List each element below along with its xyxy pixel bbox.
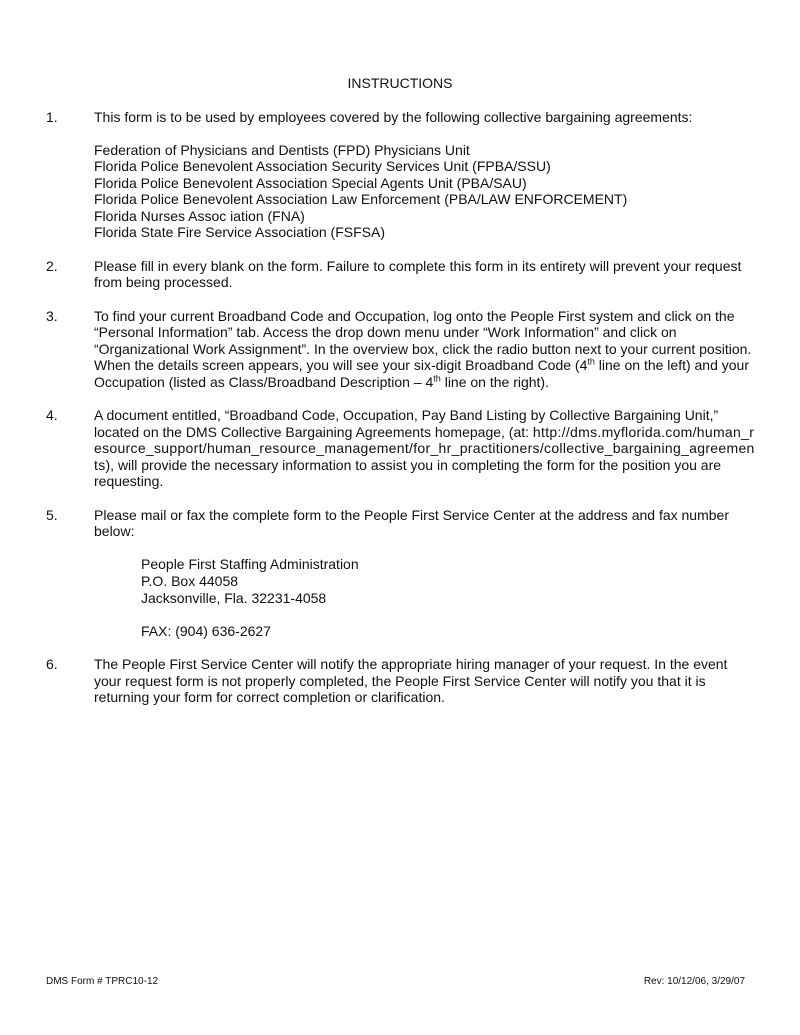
- bargaining-units-list: [94, 142, 758, 241]
- address-line: P.O. Box 44058: [141, 572, 239, 589]
- item-text: The People First Service Center will notify the appropriate hiring manager of your request. In the event your request form is not properly completed, the People First Service Center will notify you that it is returning your form for correct completion or clarification.: [94, 656, 728, 705]
- item-number: 1.: [46, 109, 58, 125]
- bargaining-unit: Florida Police Benevolent Association Special Agents Unit (PBA/SAU): [94, 174, 527, 191]
- ordinal-suffix: th: [587, 356, 595, 367]
- homepage-url[interactable]: http://dms.myflorida.com/human_resource_support/human_resource_management/for_hr_practitioners/collective_bargaining_agreements: [94, 423, 755, 473]
- instruction-item-5: [46, 507, 758, 640]
- bargaining-unit: Federation of Physicians and Dentists (FPD) Physicians Unit: [94, 141, 470, 158]
- bargaining-unit: Florida Police Benevolent Association Law Enforcement (PBA/LAW ENFORCEMENT): [94, 191, 628, 207]
- item-text: [94, 407, 758, 490]
- bargaining-unit: Florida Police Benevolent Association Security Services Unit (FPBA/SSU): [94, 158, 551, 174]
- address-line: People First Staffing Administration: [141, 555, 359, 572]
- bargaining-unit: Florida State Fire Service Association (FSFSA): [94, 224, 385, 240]
- item-text-part: line on the left) and your Occupation (listed as Class/Broadband Description – 4: [94, 357, 750, 390]
- instruction-list: [46, 109, 758, 706]
- item-text: Please mail or fax the complete form to the People First Service Center at the address and fax number below:: [94, 506, 729, 539]
- address-line: Jacksonville, Fla. 32231-4058: [141, 589, 327, 606]
- item-number: 3.: [46, 307, 58, 324]
- fax-number: FAX: (904) 636-2627: [141, 622, 271, 639]
- bargaining-unit: Florida Nurses Assoc iation (FNA): [94, 207, 305, 224]
- instruction-item-3: [46, 308, 758, 391]
- item-number: 5.: [46, 506, 58, 523]
- page-title: INSTRUCTIONS: [347, 75, 453, 91]
- mailing-address: [94, 556, 758, 607]
- item-number: 2.: [46, 257, 58, 274]
- item-number: 6.: [46, 656, 58, 672]
- item-text: Please fill in every blank on the form. Failure to complete this form in its entirety will prevent your request from being processed.: [94, 257, 742, 290]
- instruction-item-1: [46, 109, 758, 241]
- item-text-part: To find your current Broadband Code and Occupation, log onto the People First system and click on the “Personal Information” tab. Access the drop down menu under “Work Information” and click on “Organizational Work Assignment”. In the overview box, click the radio button next to your current position. When the details screen appears, you will see your six-digit Broadband Code (4: [94, 307, 752, 373]
- revision-date: Rev: 10/12/06, 3/29/07: [643, 976, 745, 987]
- item-text-part: A document entitled, “Broadband Code, Occupation, Pay Band Listing by Collective Bargaining Unit,” located on the DMS Collective Bargaining Agreements homepage, (at:: [94, 407, 719, 440]
- instruction-item-2: [46, 258, 758, 291]
- form-number: DMS Form # TPRC10-12: [46, 976, 159, 987]
- instruction-item-4: [46, 407, 758, 490]
- item-text-part: line on the right).: [440, 373, 549, 390]
- ordinal-suffix: th: [433, 372, 441, 383]
- item-text: [94, 308, 758, 391]
- item-text: This form is to be used by employees covered by the following collective bargaining agreements:: [94, 109, 693, 125]
- item-number: 4.: [46, 407, 58, 423]
- item-text-part: ), will provide the necessary information to assist you in completing the form for the position you are requesting.: [94, 456, 722, 489]
- instruction-item-6: [46, 656, 758, 706]
